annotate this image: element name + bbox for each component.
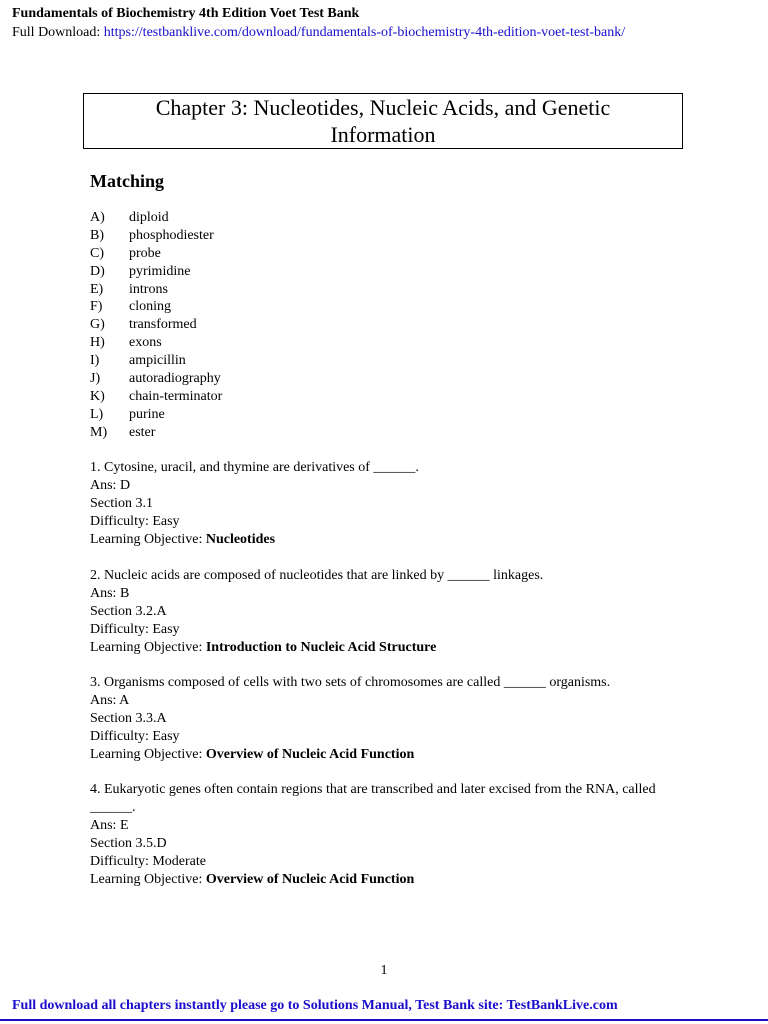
- question-stem: 4. Eukaryotic genes often contain regions that are transcribed and later excised from the RNA, called ______.: [90, 782, 656, 815]
- matching-item: [90, 352, 222, 370]
- matching-letter: F): [90, 299, 103, 315]
- matching-term: probe: [129, 245, 161, 261]
- matching-term: transformed: [129, 317, 197, 333]
- matching-item: [90, 209, 222, 227]
- question-block: [90, 459, 690, 549]
- matching-item: [90, 227, 222, 245]
- matching-item: [90, 298, 222, 316]
- objective-value: Overview of Nucleic Acid Function: [205, 746, 415, 762]
- matching-letter: L): [90, 406, 104, 422]
- objective-label: Learning Objective:: [90, 871, 206, 887]
- question-section: Section 3.3.A: [90, 710, 167, 726]
- question-stem: 1. Cytosine, uracil, and thymine are derivatives of ______.: [90, 460, 419, 475]
- matching-term: ampicillin: [129, 353, 186, 369]
- question-block: [90, 674, 690, 764]
- footer-divider: [0, 1019, 768, 1021]
- chapter-title-box: [83, 93, 683, 149]
- question-difficulty: Difficulty: Moderate: [90, 853, 206, 869]
- page-number: 1: [380, 963, 388, 978]
- matching-letter: K): [90, 388, 105, 404]
- question-block: [90, 781, 670, 888]
- objective-value: Introduction to Nucleic Acid Structure: [205, 639, 437, 655]
- question-section: Section 3.2.A: [90, 603, 167, 619]
- document-header-title: Fundamentals of Biochemistry 4th Edition Voet Test Bank: [12, 6, 360, 21]
- objective-label: Learning Objective:: [90, 746, 206, 762]
- matching-item: [90, 281, 222, 299]
- question-answer: Ans: D: [90, 477, 131, 493]
- question-section: Section 3.1: [90, 495, 153, 511]
- matching-term: pyrimidine: [129, 263, 191, 279]
- objective-label: Learning Objective:: [90, 639, 206, 655]
- objective-value: Overview of Nucleic Acid Function: [205, 871, 415, 887]
- matching-item: [90, 370, 222, 388]
- question-block: [90, 567, 690, 657]
- matching-letter: M): [90, 424, 108, 440]
- matching-letter: H): [90, 335, 105, 351]
- question-answer: Ans: A: [90, 692, 130, 708]
- matching-item: [90, 334, 222, 352]
- chapter-title: Chapter 3: Nucleotides, Nucleic Acids, and Genetic Information: [155, 95, 611, 147]
- question-objective: [90, 531, 690, 549]
- matching-term: introns: [129, 281, 168, 297]
- question-section: Section 3.5.D: [90, 835, 167, 851]
- matching-letter: E): [90, 281, 104, 297]
- matching-letter: I): [90, 353, 100, 369]
- matching-term: diploid: [129, 210, 169, 225]
- question-stem: 3. Organisms composed of cells with two sets of chromosomes are called ______ organisms.: [90, 675, 611, 690]
- matching-letter: J): [90, 371, 101, 387]
- question-objective: [90, 871, 670, 889]
- matching-letter: D): [90, 263, 105, 279]
- question-stem: 2. Nucleic acids are composed of nucleotides that are linked by ______ linkages.: [90, 568, 544, 583]
- matching-item: [90, 263, 222, 281]
- matching-term: ester: [129, 424, 156, 440]
- matching-item: [90, 388, 222, 406]
- matching-term: autoradiography: [129, 371, 221, 387]
- objective-value: Nucleotides: [205, 531, 276, 547]
- matching-item: [90, 406, 222, 424]
- matching-heading: Matching: [90, 171, 164, 191]
- matching-term: purine: [129, 406, 165, 422]
- matching-item: [90, 245, 222, 263]
- matching-term: chain-terminator: [129, 388, 223, 404]
- matching-term: cloning: [129, 299, 171, 315]
- matching-term: phosphodiester: [129, 227, 214, 243]
- matching-term: exons: [129, 335, 162, 351]
- objective-label: Learning Objective:: [90, 531, 206, 547]
- matching-item: [90, 424, 222, 442]
- matching-letter: B): [90, 227, 104, 243]
- footer-text[interactable]: Full download all chapters instantly please go to Solutions Manual, Test Bank site: TestBankLive.com: [12, 998, 618, 1013]
- download-label: Full Download:: [12, 25, 104, 40]
- question-objective: [90, 639, 690, 657]
- matching-letter: C): [90, 245, 104, 261]
- download-line: [12, 24, 625, 42]
- download-link[interactable]: https://testbanklive.com/download/fundamentals-of-biochemistry-4th-edition-voet-test-bank/: [103, 25, 626, 40]
- question-answer: Ans: E: [90, 817, 129, 833]
- matching-letter: A): [90, 210, 105, 225]
- matching-item: [90, 316, 222, 334]
- question-difficulty: Difficulty: Easy: [90, 621, 180, 637]
- question-difficulty: Difficulty: Easy: [90, 728, 180, 744]
- question-answer: Ans: B: [90, 585, 130, 601]
- question-objective: [90, 746, 690, 764]
- question-difficulty: Difficulty: Easy: [90, 513, 180, 529]
- matching-letter: G): [90, 317, 105, 333]
- matching-list: [90, 209, 222, 442]
